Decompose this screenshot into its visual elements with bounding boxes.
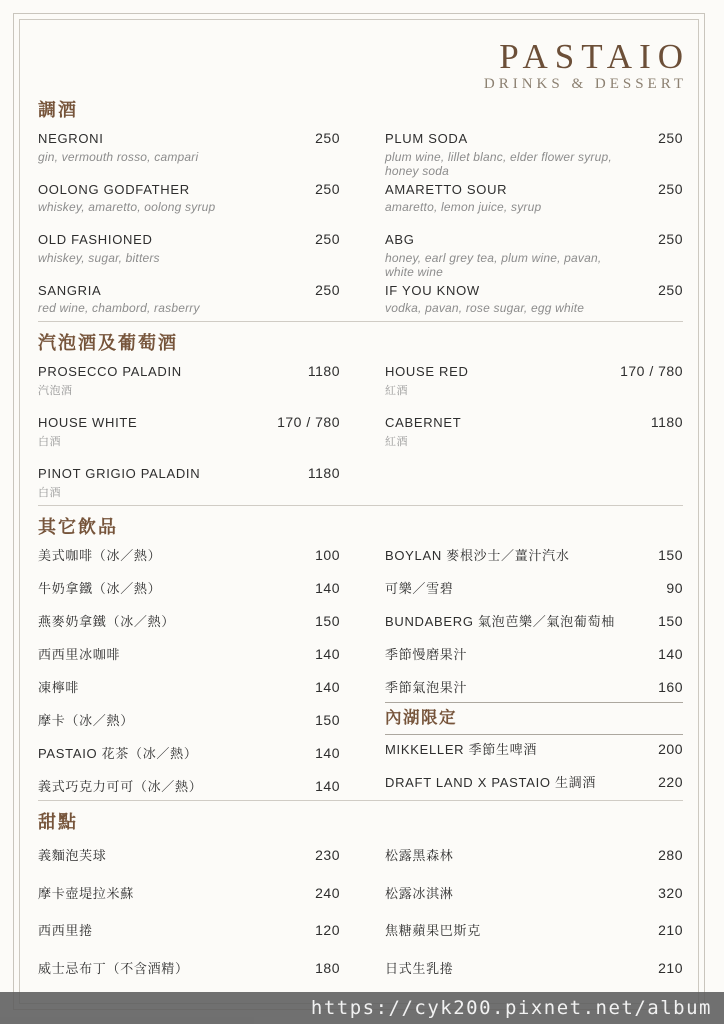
menu-item bbox=[38, 778, 340, 795]
item-price: 210 bbox=[658, 922, 683, 938]
menu-item bbox=[38, 847, 340, 885]
menu-column-left bbox=[38, 847, 340, 977]
menu-item bbox=[38, 363, 340, 414]
item-name: 西西里捲 bbox=[38, 923, 93, 938]
item-name: 季節慢磨果汁 bbox=[385, 647, 468, 662]
item-name: 義式巧克力可可（冰／熱） bbox=[38, 779, 203, 794]
item-price: 100 bbox=[315, 547, 340, 563]
item-price: 250 bbox=[315, 231, 340, 247]
item-price: 240 bbox=[315, 884, 340, 901]
menu-item bbox=[385, 960, 683, 977]
item-price: 140 bbox=[315, 745, 340, 761]
item-name: CABERNET bbox=[385, 414, 462, 430]
menu-item bbox=[385, 922, 683, 960]
menu-item bbox=[385, 231, 683, 282]
item-name: BUNDABERG 氣泡芭樂／氣泡葡萄柚 bbox=[385, 614, 615, 629]
menu-item bbox=[385, 613, 683, 646]
item-price: 280 bbox=[658, 847, 683, 863]
item-name: ABG bbox=[385, 232, 415, 247]
menu-column-left bbox=[38, 547, 340, 795]
item-price: 160 bbox=[658, 679, 683, 695]
menu-item bbox=[385, 646, 683, 679]
menu-item bbox=[385, 363, 683, 414]
item-name: HOUSE WHITE bbox=[38, 414, 138, 430]
menu-item bbox=[38, 885, 340, 923]
section-divider bbox=[38, 505, 683, 506]
item-name: IF YOU KNOW bbox=[385, 282, 480, 298]
item-description: 白酒 bbox=[38, 486, 61, 499]
brand-header bbox=[38, 37, 690, 93]
section-heading-cocktails: 調酒 bbox=[38, 100, 78, 120]
item-name: 焦糖蘋果巴斯克 bbox=[385, 923, 481, 938]
item-name: 西西里冰咖啡 bbox=[38, 647, 121, 662]
menu-item bbox=[38, 465, 340, 501]
item-price: 220 bbox=[658, 774, 683, 790]
item-name: PINOT GRIGIO PALADIN bbox=[38, 465, 201, 481]
section-wines bbox=[38, 332, 683, 501]
section-desserts bbox=[38, 811, 683, 977]
menu-item bbox=[385, 547, 683, 580]
item-price: 140 bbox=[315, 646, 340, 662]
menu-item bbox=[385, 130, 683, 181]
item-name: PLUM SODA bbox=[385, 131, 468, 146]
menu-item bbox=[38, 712, 340, 745]
item-name: OOLONG GODFATHER bbox=[38, 181, 190, 197]
item-description: whiskey, sugar, bitters bbox=[38, 250, 160, 265]
item-name: BOYLAN 麥根沙士／薑汁汽水 bbox=[385, 548, 570, 563]
section-divider bbox=[38, 800, 683, 801]
item-name: MIKKELLER 季節生啤酒 bbox=[385, 742, 538, 757]
item-price: 250 bbox=[658, 180, 683, 197]
item-price: 170 / 780 bbox=[620, 362, 683, 379]
item-name: 可樂／雪碧 bbox=[385, 581, 454, 596]
item-name: 松露黑森林 bbox=[385, 848, 454, 863]
item-price: 250 bbox=[315, 130, 340, 146]
item-name: AMARETTO SOUR bbox=[385, 181, 508, 197]
brand-name: PASTAIO bbox=[499, 37, 690, 76]
menu-item bbox=[385, 774, 683, 791]
menu-item bbox=[38, 130, 340, 181]
brand-subtitle: DRINKS & DESSERT bbox=[483, 76, 687, 92]
section-heading-wines: 汽泡酒及葡萄酒 bbox=[38, 332, 178, 353]
menu-item bbox=[38, 922, 340, 960]
item-description: honey, earl grey tea, plum wine, pavan, white wine bbox=[385, 250, 602, 279]
item-name: HOUSE RED bbox=[385, 363, 469, 379]
item-name: 美式咖啡（冰／熱） bbox=[38, 548, 162, 563]
item-price: 170 / 780 bbox=[277, 413, 340, 430]
item-description: 紅酒 bbox=[385, 435, 408, 448]
section-cocktails bbox=[38, 99, 683, 316]
item-name: 日式生乳捲 bbox=[385, 960, 454, 976]
menu-column-right bbox=[385, 130, 683, 316]
menu-item bbox=[385, 282, 683, 316]
item-price: 90 bbox=[666, 580, 683, 596]
item-price: 250 bbox=[658, 231, 683, 247]
menu-column-left bbox=[38, 130, 340, 316]
menu-item bbox=[38, 231, 340, 282]
item-description: red wine, chambord, rasberry bbox=[38, 301, 200, 315]
section-other-drinks bbox=[38, 516, 683, 795]
item-description: whiskey, amaretto, oolong syrup bbox=[38, 200, 216, 214]
item-price: 200 bbox=[658, 741, 683, 757]
menu-item bbox=[38, 679, 340, 712]
item-price: 250 bbox=[315, 281, 340, 298]
item-name: 燕麥奶拿鐵（冰／熱） bbox=[38, 614, 176, 629]
item-name: 季節氣泡果汁 bbox=[385, 680, 468, 695]
menu-item bbox=[38, 646, 340, 679]
item-name: 義麵泡芙球 bbox=[38, 848, 107, 863]
item-name: PASTAIO 花茶（冰／熱） bbox=[38, 746, 198, 761]
item-name: SANGRIA bbox=[38, 282, 102, 298]
menu-item bbox=[385, 885, 683, 923]
item-description: plum wine, lillet blanc, elder flower syrup, honey soda bbox=[385, 149, 612, 178]
wines-columns bbox=[38, 363, 683, 501]
menu-item bbox=[38, 960, 340, 977]
item-price: 150 bbox=[315, 712, 340, 728]
menu-item bbox=[38, 181, 340, 232]
item-name: PROSECCO PALADIN bbox=[38, 363, 182, 379]
menu-item bbox=[385, 414, 683, 450]
item-name: 摩卡壺堤拉米蘇 bbox=[38, 885, 134, 901]
subsection-divider bbox=[385, 702, 683, 703]
drinks-columns bbox=[38, 547, 683, 795]
item-price: 140 bbox=[315, 679, 340, 695]
menu-column-left bbox=[38, 363, 340, 501]
item-description: vodka, pavan, rose sugar, egg white bbox=[385, 301, 585, 315]
item-price: 250 bbox=[658, 281, 683, 298]
item-price: 1180 bbox=[307, 464, 340, 481]
item-price: 140 bbox=[658, 646, 683, 662]
item-name: 凍檸啡 bbox=[38, 680, 80, 695]
item-name: DRAFT LAND X PASTAIO 生調酒 bbox=[385, 775, 597, 790]
cocktails-columns bbox=[38, 130, 683, 316]
item-price: 320 bbox=[658, 884, 683, 901]
item-name: NEGRONI bbox=[38, 131, 104, 146]
item-price: 250 bbox=[315, 180, 340, 197]
item-name: 摩卡（冰／熱） bbox=[38, 713, 134, 728]
menu-item bbox=[38, 282, 340, 316]
section-heading-desserts: 甜點 bbox=[38, 812, 78, 832]
menu-item bbox=[385, 741, 683, 774]
section-heading-other-drinks: 其它飲品 bbox=[38, 517, 118, 537]
menu-item bbox=[385, 181, 683, 232]
item-price: 1180 bbox=[650, 413, 683, 430]
menu-item bbox=[38, 580, 340, 613]
menu-item bbox=[38, 745, 340, 778]
watermark-url: https://cyk200.pixnet.net/album bbox=[310, 997, 712, 1019]
menu-item bbox=[38, 613, 340, 646]
menu-item bbox=[385, 847, 683, 885]
item-price: 210 bbox=[658, 959, 683, 976]
item-price: 120 bbox=[315, 922, 340, 938]
menu-column-right bbox=[385, 847, 683, 977]
menu-item bbox=[385, 679, 683, 696]
watermark-bar bbox=[0, 992, 724, 1024]
item-description: amaretto, lemon juice, syrup bbox=[385, 200, 542, 214]
item-price: 1180 bbox=[307, 362, 340, 379]
item-name: 牛奶拿鐵（冰／熱） bbox=[38, 581, 162, 596]
menu-column-right bbox=[385, 363, 683, 450]
item-price: 150 bbox=[658, 547, 683, 563]
item-price: 140 bbox=[315, 778, 340, 794]
menu-item bbox=[385, 580, 683, 613]
item-description: gin, vermouth rosso, campari bbox=[38, 149, 199, 164]
menu-item bbox=[38, 414, 340, 465]
section-divider bbox=[38, 321, 683, 322]
subsection-neihu-limited bbox=[385, 702, 683, 791]
item-price: 250 bbox=[658, 130, 683, 146]
item-name: OLD FASHIONED bbox=[38, 232, 153, 247]
item-name: 松露冰淇淋 bbox=[385, 885, 454, 901]
item-price: 150 bbox=[315, 613, 340, 629]
item-description: 汽泡酒 bbox=[38, 384, 73, 397]
menu-column-right bbox=[385, 547, 683, 791]
item-price: 140 bbox=[315, 580, 340, 596]
item-price: 180 bbox=[315, 959, 340, 976]
desserts-columns bbox=[38, 847, 683, 977]
menu-item bbox=[38, 547, 340, 580]
subsection-divider bbox=[385, 734, 683, 735]
item-name: 威士忌布丁（不含酒精） bbox=[38, 960, 189, 976]
item-price: 230 bbox=[315, 847, 340, 863]
item-price: 150 bbox=[658, 613, 683, 629]
item-description: 白酒 bbox=[38, 435, 61, 448]
subsection-heading: 內湖限定 bbox=[385, 709, 457, 727]
item-description: 紅酒 bbox=[385, 384, 408, 397]
